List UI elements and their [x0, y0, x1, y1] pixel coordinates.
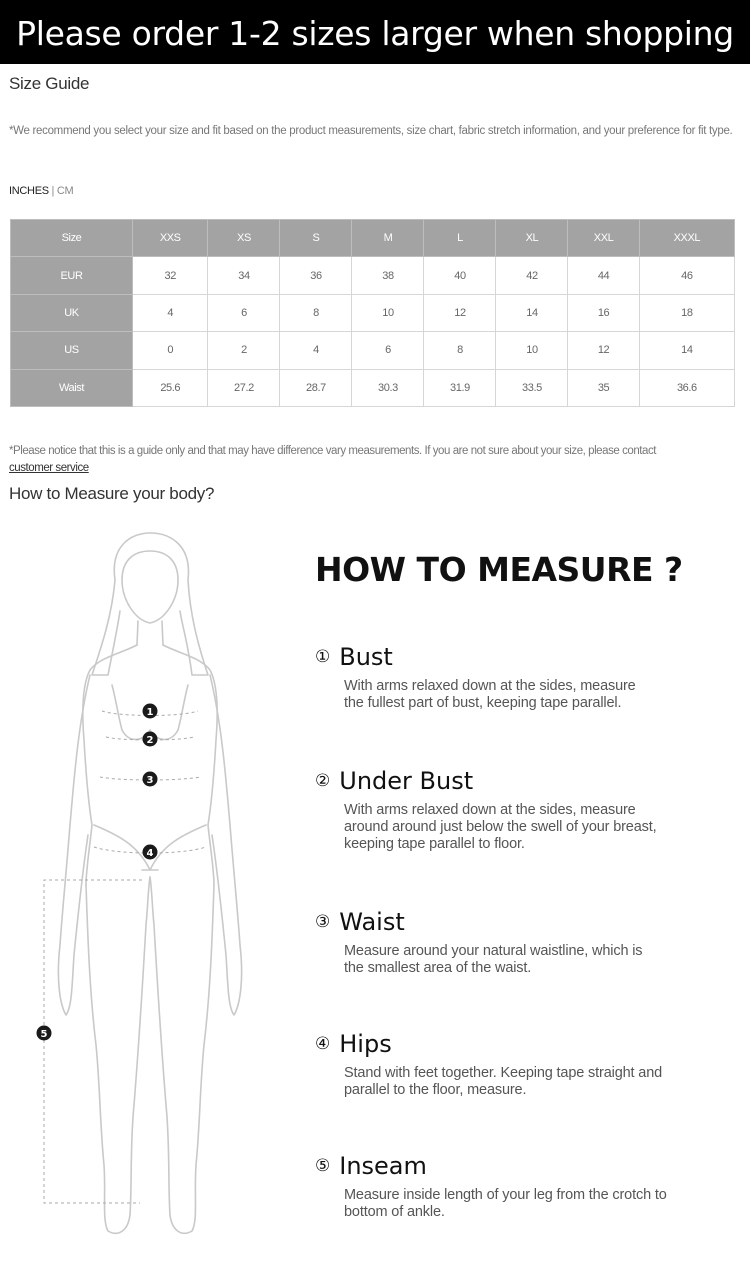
table-cell: 2 [208, 332, 280, 369]
step-description: With arms relaxed down at the sides, measure around around just below the swell of your breast, keeping tape parallel to floor. [344, 802, 657, 852]
customer-service-link[interactable]: customer service [9, 462, 89, 474]
notice-text: *Please notice that this is a guide only and that may have difference vary measurements. If you are not sure about your size, please contact [9, 445, 656, 457]
table-cell: 30.3 [352, 369, 424, 406]
unit-toggle [9, 185, 73, 197]
marker-label-under-bust: 2 [146, 735, 154, 746]
marker-label-inseam: 5 [40, 1029, 48, 1040]
header-cell: XS [208, 220, 280, 257]
table-cell: 38 [352, 257, 424, 294]
table-cell: 8 [280, 294, 352, 331]
row-header-cell: Waist [11, 369, 133, 406]
step-number: ③ [315, 912, 331, 932]
table-header-row [11, 220, 735, 257]
row-header-cell: US [11, 332, 133, 369]
order-size-banner: Please order 1-2 sizes larger when shopping [0, 0, 750, 64]
step-title: Waist [339, 908, 405, 936]
table-cell: 18 [639, 294, 734, 331]
size-guide-title: Size Guide [9, 74, 90, 93]
figure-markers [37, 704, 158, 1041]
step-number: ④ [315, 1034, 331, 1054]
table-cell: 28.7 [280, 369, 352, 406]
table-cell: 6 [208, 294, 280, 331]
table-cell: 6 [352, 332, 424, 369]
step-bust [315, 643, 735, 712]
table-cell: 14 [639, 332, 734, 369]
header-cell: Size [11, 220, 133, 257]
unit-cm[interactable]: CM [56, 185, 74, 197]
table-row [11, 294, 735, 331]
table-cell: 35 [568, 369, 639, 406]
table-row [11, 257, 735, 294]
body-measurement-figure [30, 525, 280, 1245]
step-under-bust [315, 767, 735, 853]
step-number: ② [315, 771, 331, 791]
step-description: Stand with feet together. Keeping tape straight and parallel to the floor, measure. [344, 1065, 663, 1098]
header-cell: XL [496, 220, 568, 257]
step-hips [315, 1030, 735, 1099]
sizing-notice [9, 443, 749, 477]
how-to-measure-title: HOW TO MEASURE ? [315, 550, 683, 589]
step-title: Bust [339, 643, 393, 671]
marker-label-hips: 4 [146, 848, 154, 859]
unit-inches[interactable]: INCHES [9, 185, 49, 197]
table-cell: 14 [496, 294, 568, 331]
step-title: Hips [339, 1030, 392, 1058]
table-row [11, 332, 735, 369]
row-header-cell: UK [11, 294, 133, 331]
header-cell: XXS [133, 220, 208, 257]
table-cell: 27.2 [208, 369, 280, 406]
table-cell: 16 [568, 294, 639, 331]
table-cell: 32 [133, 257, 208, 294]
step-description: Measure inside length of your leg from the crotch to bottom of ankle. [344, 1187, 667, 1220]
step-number: ⑤ [315, 1156, 331, 1176]
step-description: Measure around your natural waistline, which is the smallest area of the waist. [344, 943, 643, 976]
table-cell: 36.6 [639, 369, 734, 406]
table-cell: 8 [424, 332, 496, 369]
recommendation-note: *We recommend you select your size and fit based on the product measurements, size chart, fabric stretch information, and your preference for fit type. [9, 125, 733, 137]
header-cell: XXXL [639, 220, 734, 257]
size-chart-table [10, 219, 735, 407]
how-to-measure-heading: How to Measure your body? [9, 484, 215, 503]
step-title: Inseam [339, 1152, 427, 1180]
table-cell: 46 [639, 257, 734, 294]
table-cell: 42 [496, 257, 568, 294]
header-cell: L [424, 220, 496, 257]
header-cell: M [352, 220, 424, 257]
table-cell: 12 [568, 332, 639, 369]
table-cell: 10 [496, 332, 568, 369]
table-cell: 4 [280, 332, 352, 369]
table-cell: 36 [280, 257, 352, 294]
table-cell: 12 [424, 294, 496, 331]
table-cell: 31.9 [424, 369, 496, 406]
table-cell: 0 [133, 332, 208, 369]
table-cell: 10 [352, 294, 424, 331]
row-header-cell: EUR [11, 257, 133, 294]
marker-label-waist: 3 [146, 775, 154, 786]
table-cell: 34 [208, 257, 280, 294]
marker-label-bust: 1 [146, 707, 154, 718]
table-cell: 25.6 [133, 369, 208, 406]
step-inseam [315, 1152, 735, 1221]
table-cell: 33.5 [496, 369, 568, 406]
unit-separator: | [51, 185, 55, 197]
table-cell: 40 [424, 257, 496, 294]
header-cell: XXL [568, 220, 639, 257]
step-title: Under Bust [339, 767, 474, 795]
header-cell: S [280, 220, 352, 257]
step-number: ① [315, 647, 331, 667]
table-cell: 44 [568, 257, 639, 294]
step-waist [315, 908, 735, 977]
table-row [11, 369, 735, 406]
step-description: With arms relaxed down at the sides, measure the fullest part of bust, keeping tape parallel. [344, 678, 636, 711]
table-cell: 4 [133, 294, 208, 331]
